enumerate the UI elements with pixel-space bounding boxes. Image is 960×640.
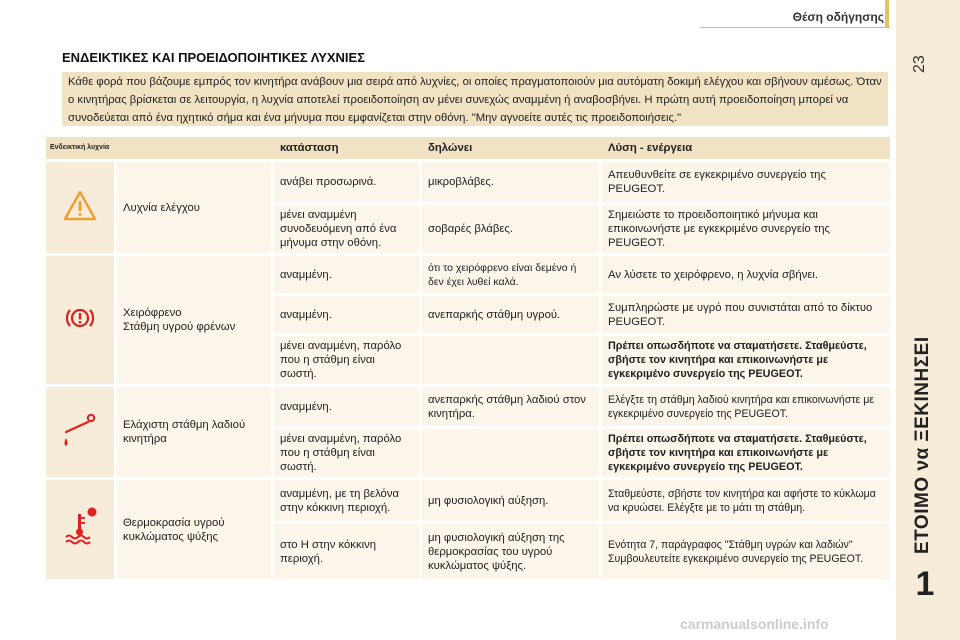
lamp-state: αναμμένη. bbox=[274, 256, 422, 296]
lamp-action: Συμπληρώστε με υγρό που συνιστάται από το δίκτυο PEUGEOT. bbox=[602, 296, 890, 336]
lamp-state: μένει αναμμένη, παρόλο που η στάθμη είναι σωστή. bbox=[274, 429, 422, 480]
brake-warning-icon bbox=[46, 256, 117, 387]
lamp-meaning: μη φυσιολογική αύξηση της θερμοκρασίας του υγρού κυκλώματος ψύξης. bbox=[422, 524, 602, 582]
lamp-meaning: ότι το χειρόφρενο είναι δεμένο ή δεν έχει λυθεί καλά. bbox=[422, 256, 602, 296]
lamp-name: Θερμοκρασία υγρού κυκλώματος ψύξης bbox=[117, 480, 274, 582]
table-row bbox=[46, 387, 890, 429]
lamp-meaning: μη φυσιολογική αύξηση. bbox=[422, 480, 602, 524]
table-header-row bbox=[46, 137, 890, 162]
table-row bbox=[46, 162, 890, 205]
chapter-title: ΕΤΟΙΜΟ να ΞΕΚΙΝΗΣΕΙ bbox=[912, 336, 933, 554]
header-accent-bar bbox=[885, 0, 889, 28]
lamp-name: Λυχνία ελέγχου bbox=[117, 162, 274, 256]
lamp-meaning bbox=[422, 336, 602, 387]
page-number: 23 bbox=[911, 55, 928, 73]
lamp-meaning: ανεπαρκής στάθμη λαδιού στον κινητήρα. bbox=[422, 387, 602, 429]
lamp-meaning: ανεπαρκής στάθμη υγρού. bbox=[422, 296, 602, 336]
warning-triangle-icon bbox=[46, 162, 117, 256]
lamp-action: Ενότητα 7, παράγραφος "Στάθμη υγρών και λαδιών" Συμβουλευτείτε εγκεκριμένο συνεργείο της PEUGEOT. bbox=[602, 524, 890, 582]
lamp-state: μένει αναμμένη συνοδευόμενη από ένα μήνυμα στην οθόνη. bbox=[274, 205, 422, 256]
lamp-state: στο Η στην κόκκινη περιοχή. bbox=[274, 524, 422, 582]
section-title: ΕΝΔΕΙΚΤΙΚΕΣ ΚΑΙ ΠΡΟΕΙΔΟΠΟΙΗΤΙΚΕΣ ΛΥΧΝΙΕΣ bbox=[62, 50, 366, 65]
lamp-state: ανάβει προσωρινά. bbox=[274, 162, 422, 205]
lamp-action: Πρέπει οπωσδήποτε να σταματήσετε. Σταθμεύστε, σβήστε τον κινητήρα και επικοινωνήστε με εγκεκριμένο συνεργείο της PEUGEOT. bbox=[602, 336, 890, 387]
chapter-number: 1 bbox=[915, 565, 935, 603]
intro-paragraph: Κάθε φορά που βάζουμε εμπρός τον κινητήρα ανάβουν μια σειρά από λυχνίες, οι οποίες πραγματοποιούν μια αυτόματη δοκιμή ελέγχου και σβήνουν αμέσως. Όταν ο κινητήρας βρίσκεται σε λειτουργία, η λυχνία αποτελεί προειδοποίηση αν μένει συνεχώς αναμμένη ή αναβοσβήνει. Η πρώτη αυτή προειδοποίηση μπορεί να συνοδεύεται από ένα ηχητικό σήμα και ένα μήνυμα που εμφανίζεται στην οθόνη. "Μην αγνοείτε αυτές τις προειδοποιήσεις." bbox=[62, 72, 888, 126]
header-action: Λύση - ενέργεια bbox=[602, 137, 890, 162]
coolant-temperature-icon bbox=[46, 480, 117, 582]
header-state: κατάσταση bbox=[274, 137, 422, 162]
lamp-action: Πρέπει οπωσδήποτε να σταματήσετε. Σταθμεύστε, σβήστε τον κινητήρα και επικοινωνήστε με εγκεκριμένο συνεργείο της PEUGEOT. bbox=[602, 429, 890, 480]
lamp-action: Ελέγξτε τη στάθμη λαδιού κινητήρα και επικοινωνήστε με εγκεκριμένο συνεργείο της PEUGEOT. bbox=[602, 387, 890, 429]
lamp-action: Αν λύσετε το χειρόφρενο, η λυχνία σβήνει. bbox=[602, 256, 890, 296]
table-row bbox=[46, 480, 890, 524]
lamp-state: αναμμένη. bbox=[274, 387, 422, 429]
lamp-meaning: μικροβλάβες. bbox=[422, 162, 602, 205]
lamp-name: Χειρόφρενο Στάθμη υγρού φρένων bbox=[117, 256, 274, 387]
lamp-state: αναμμένη. bbox=[274, 296, 422, 336]
header-lamp: Ενδεικτική λυχνία bbox=[46, 137, 274, 162]
lamp-action: Απευθυνθείτε σε εγκεκριμένο συνεργείο της PEUGEOT. bbox=[602, 162, 890, 205]
table-row bbox=[46, 256, 890, 296]
header-meaning: δηλώνει bbox=[422, 137, 602, 162]
lamp-state: αναμμένη, με τη βελόνα στην κόκκινη περιοχή. bbox=[274, 480, 422, 524]
warning-lamps-table bbox=[46, 137, 890, 582]
page-header bbox=[700, 0, 890, 28]
lamp-meaning: σοβαρές βλάβες. bbox=[422, 205, 602, 256]
lamp-state: μένει αναμμένη, παρόλο που η στάθμη είναι σωστή. bbox=[274, 336, 422, 387]
lamp-name: Ελάχιστη στάθμη λαδιού κινητήρα bbox=[117, 387, 274, 480]
lamp-action: Σταθμεύστε, σβήστε τον κινητήρα και αφήστε το κύκλωμα να κρυώσει. Ελέγξτε με το μάτι τη στάθμη. bbox=[602, 480, 890, 524]
lamp-meaning bbox=[422, 429, 602, 480]
lamp-action: Σημειώστε το προειδοποιητικό μήνυμα και επικοινωνήστε με εγκεκριμένο συνεργείο της PEUGEOT. bbox=[602, 205, 890, 256]
oil-can-icon bbox=[46, 387, 117, 480]
header-divider bbox=[700, 27, 890, 28]
header-title: Θέση οδήγησης bbox=[792, 10, 884, 24]
watermark: carmanualsonline.info bbox=[680, 616, 829, 632]
